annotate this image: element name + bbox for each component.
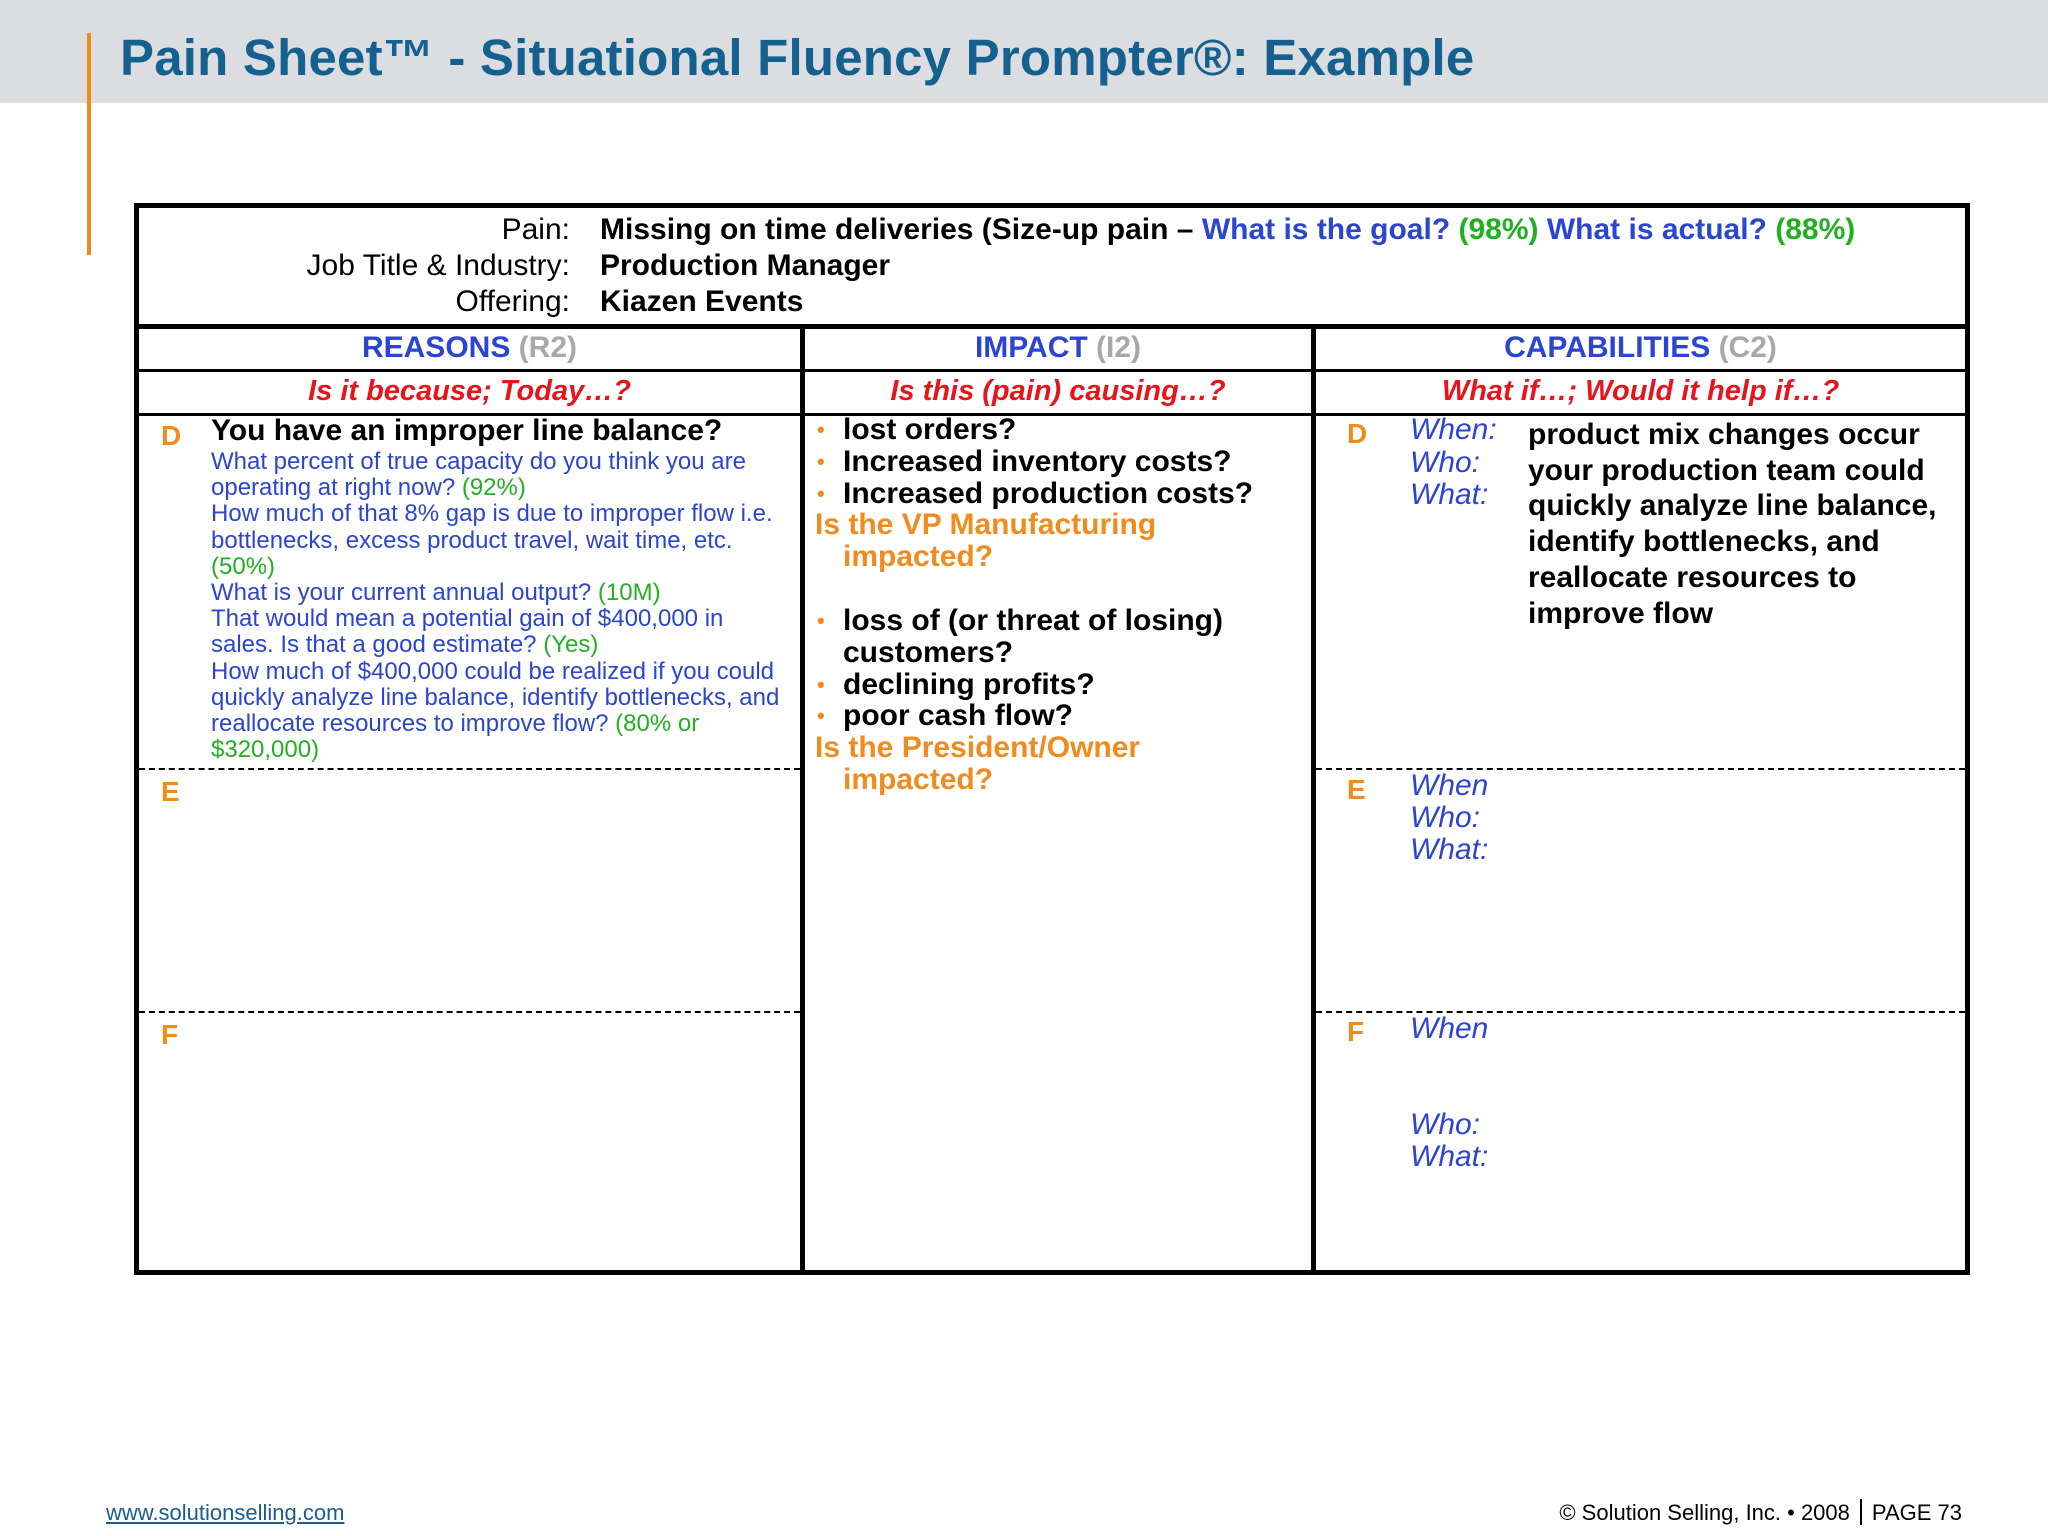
impact-item-lost-orders: • lost orders? <box>817 413 1017 446</box>
footer-separator <box>1860 1499 1862 1525</box>
capabilities-row-e-letter: E <box>1347 774 1366 805</box>
d-when-label: When: <box>1410 413 1497 446</box>
pain-value: Missing on time deliveries (Size-up pain – What is the goal? (98%) What is actual? (88%) <box>600 213 1856 246</box>
footer-website-link[interactable]: www.solutionselling.com <box>106 1500 345 1525</box>
capabilities-d-vision: product mix changes occur your production team could quickly analyze line balance, identify bottlenecks, and reallocate resources to improve flow <box>1528 418 1937 630</box>
e-what-label: What: <box>1410 833 1489 866</box>
capabilities-prompt: What if…; Would it help if…? <box>1441 375 1840 407</box>
capabilities-e-labels <box>1410 770 1488 866</box>
offering-label: Offering: <box>455 285 570 318</box>
reason-followups <box>211 449 781 763</box>
f-who-label: Who: <box>1410 1108 1481 1141</box>
d-what-label: What: <box>1410 478 1489 511</box>
reasons-row-divider-de <box>139 768 800 770</box>
impact-vp-question: Is the VP Manufacturing impacted? <box>815 508 1157 574</box>
followup-2: How much of that 8% gap is due to improper flow i.e. bottlenecks, excess product travel, wait time, etc. (50%) <box>211 500 773 580</box>
accent-bar <box>87 33 91 255</box>
job-title-label: Job Title & Industry: <box>306 249 570 282</box>
impact-item-inventory-costs: • Increased inventory costs? <box>817 444 1232 478</box>
reasons-prompt: Is it because; Today…? <box>308 375 631 407</box>
reasons-row-e-letter: E <box>161 776 180 807</box>
reasons-row-divider-ef <box>139 1011 800 1013</box>
impact-list <box>815 414 1315 796</box>
pain-label: Pain: <box>501 213 570 246</box>
page-number: PAGE 73 <box>1871 1500 1962 1525</box>
e-when-label: When <box>1410 769 1489 802</box>
f-what-label: What: <box>1410 1140 1489 1173</box>
impact-item-customers: • loss of (or threat of losing) customers? <box>817 603 1223 669</box>
f-when-label: When <box>1410 1012 1489 1045</box>
header-divider <box>139 369 1965 372</box>
reason-question: You have an improper line balance? <box>211 414 723 447</box>
column-divider-1 <box>800 324 805 1270</box>
capabilities-d-labels <box>1410 414 1497 511</box>
reasons-row-d-letter: D <box>161 420 182 451</box>
capabilities-row-d-letter: D <box>1347 418 1368 449</box>
capabilities-row-f-letter: F <box>1347 1016 1365 1047</box>
reasons-row-f-letter: F <box>161 1019 179 1050</box>
footer-copyright: © Solution Selling, Inc. • 2008 PAGE 73 <box>1559 1500 1962 1525</box>
d-who-label: Who: <box>1410 446 1481 479</box>
reasons-heading: REASONS (R2) <box>361 331 578 364</box>
job-title-value: Production Manager <box>600 249 891 282</box>
offering-value: Kiazen Events <box>600 285 804 318</box>
followup-4: That would mean a potential gain of $400,000 in sales. Is that a good estimate? (Yes) <box>211 605 724 659</box>
page-title: Pain Sheet™ - Situational Fluency Prompter®: Example <box>120 29 1475 86</box>
capabilities-heading: CAPABILITIES (C2) <box>1504 331 1777 364</box>
impact-item-cash-flow: • poor cash flow? <box>817 699 1074 733</box>
impact-president-question: Is the President/Owner impacted? <box>815 731 1141 796</box>
info-divider <box>139 324 1965 329</box>
e-who-label: Who: <box>1410 801 1481 834</box>
followup-3: What is your current annual output? (10M) <box>211 579 661 607</box>
impact-prompt: Is this (pain) causing…? <box>890 375 1226 407</box>
followup-1: What percent of true capacity do you think you are operating at right now? (92%) <box>211 448 746 502</box>
impact-item-production-costs: • Increased production costs? <box>817 476 1254 510</box>
impact-heading: IMPACT (I2) <box>974 331 1142 364</box>
capabilities-f-labels <box>1410 1013 1488 1173</box>
pain-sheet-table <box>134 203 1970 1275</box>
followup-5: How much of $400,000 could be realized if you could quickly analyze line balance, identify bottlenecks, and reallocate resources to improve flow? (80% or $320,000) <box>211 657 780 764</box>
impact-item-profits: • declining profits? <box>817 667 1095 701</box>
